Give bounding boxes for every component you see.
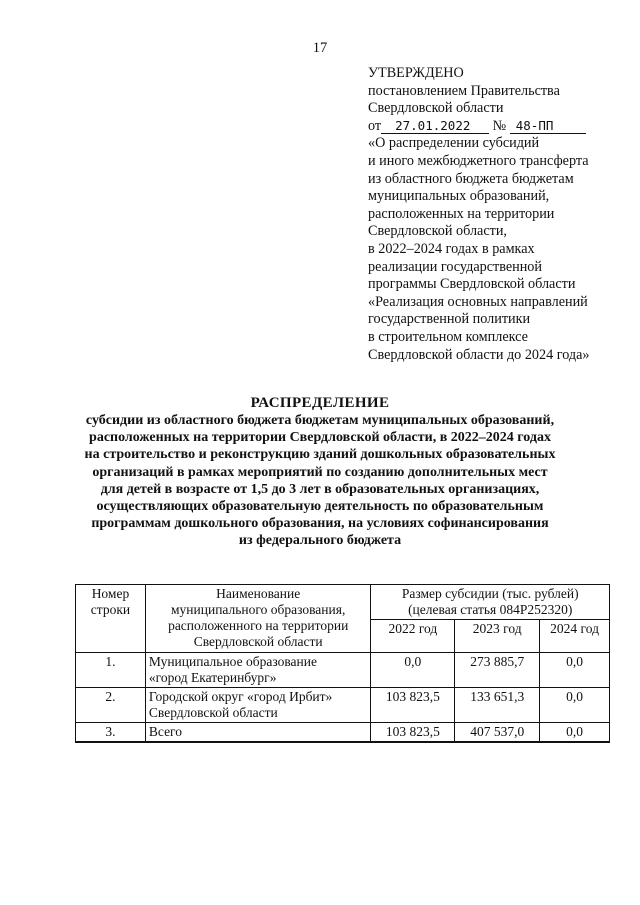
row-value-2023: 133 651,3 bbox=[455, 688, 540, 723]
header-text: Номер bbox=[91, 586, 130, 601]
row-value-2024: 0,0 bbox=[540, 688, 610, 723]
header-text: Свердловской области bbox=[193, 634, 323, 649]
resolution-title-line: реализации государственной bbox=[368, 258, 542, 275]
row-municipality-line: Свердловской области bbox=[148, 705, 278, 720]
document-subtitle-line: на строительство и реконструкцию зданий дошкольных образовательных bbox=[84, 447, 556, 463]
document-subtitle-line: организаций в рамках мероприятий по созданию дополнительных мест bbox=[92, 464, 548, 480]
row-number: 2. bbox=[76, 688, 146, 723]
row-municipality-line: «город Екатеринбург» bbox=[148, 670, 277, 685]
document-subtitle-line: программам дошкольного образования, на условиях софинансирования bbox=[91, 516, 549, 532]
resolution-title-line: в 2022–2024 годах в рамках bbox=[368, 240, 535, 257]
approval-stamp: УТВЕРЖДЕНО bbox=[368, 65, 464, 81]
resolution-title-line: и иного межбюджетного трансферта bbox=[368, 152, 589, 169]
row-municipality-line: Всего bbox=[148, 724, 183, 739]
approval-authority: постановлением Правительства bbox=[368, 82, 560, 99]
row-value-2023: 407 537,0 bbox=[455, 723, 540, 743]
resolution-title-line: расположенных на территории bbox=[368, 205, 555, 222]
resolution-title-line: программы Свердловской области bbox=[368, 276, 576, 293]
row-municipality bbox=[145, 723, 371, 743]
resolution-title-line: Свердловской области до 2024 года» bbox=[368, 346, 590, 363]
header-year-2024: 2024 год bbox=[540, 620, 610, 653]
row-value-2022: 103 823,5 bbox=[371, 723, 455, 743]
header-text: строки bbox=[90, 602, 131, 617]
document-subtitle-line: расположенных на территории Свердловской области, в 2022–2024 годах bbox=[89, 430, 551, 446]
resolution-title-line: муниципальных образований, bbox=[368, 188, 550, 205]
resolution-title-line: из областного бюджета бюджетам bbox=[368, 170, 574, 187]
header-row-number bbox=[76, 585, 146, 653]
resolution-title-line: Свердловской области, bbox=[368, 223, 507, 240]
header-text: Наименование bbox=[216, 586, 301, 601]
document-subtitle-line: осуществляющих образовательную деятельность по образовательным bbox=[96, 499, 544, 515]
page-number: 17 bbox=[312, 40, 328, 56]
document-heading bbox=[60, 395, 580, 550]
number-prefix: № bbox=[492, 117, 507, 134]
resolution-title-line: «О распределении субсидий bbox=[368, 135, 540, 152]
row-municipality bbox=[145, 653, 371, 688]
document-title: РАСПРЕДЕЛЕНИЕ bbox=[250, 395, 390, 411]
document-subtitle-line: для детей в возрасте от 1,5 до 3 лет в образовательных организациях, bbox=[100, 481, 540, 497]
header-subsidy-amount bbox=[371, 585, 610, 620]
row-municipality-line: Городской округ «город Ирбит» bbox=[148, 689, 333, 704]
table-header-row bbox=[76, 585, 610, 620]
approval-block bbox=[368, 65, 628, 364]
approval-region: Свердловской области bbox=[368, 100, 504, 117]
table-row bbox=[76, 653, 610, 688]
header-text: (целевая статья 084P252320) bbox=[408, 602, 573, 617]
header-text: Размер субсидии (тыс. рублей) bbox=[401, 586, 579, 601]
approval-date: 27.01.2022 bbox=[381, 119, 489, 134]
row-value-2024: 0,0 bbox=[540, 653, 610, 688]
row-municipality-line: Муниципальное образование bbox=[148, 654, 317, 669]
table-row bbox=[76, 688, 610, 723]
row-number: 1. bbox=[76, 653, 146, 688]
header-year-2022: 2022 год bbox=[371, 620, 455, 653]
header-year-2023: 2023 год bbox=[455, 620, 540, 653]
document-subtitle-line: из федерального бюджета bbox=[238, 533, 402, 549]
date-prefix: от bbox=[368, 117, 382, 134]
resolution-title-line: государственной политики bbox=[368, 311, 531, 328]
header-text: муниципального образования, bbox=[171, 602, 346, 617]
row-value-2022: 0,0 bbox=[371, 653, 455, 688]
approval-date-line bbox=[368, 118, 628, 136]
subsidy-table bbox=[75, 584, 610, 743]
header-text: расположенного на территории bbox=[168, 618, 349, 633]
resolution-title-line: «Реализация основных направлений bbox=[368, 293, 588, 310]
row-value-2024: 0,0 bbox=[540, 723, 610, 743]
resolution-title-line: в строительном комплексе bbox=[368, 328, 528, 345]
row-value-2022: 103 823,5 bbox=[371, 688, 455, 723]
approval-number: 48-ПП bbox=[510, 119, 586, 134]
header-municipality-name bbox=[145, 585, 371, 653]
row-value-2023: 273 885,7 bbox=[455, 653, 540, 688]
document-subtitle-line: субсидии из областного бюджета бюджетам муниципальных образований, bbox=[85, 413, 555, 428]
row-number: 3. bbox=[76, 723, 146, 743]
table-total-row bbox=[76, 723, 610, 743]
row-municipality bbox=[145, 688, 371, 723]
